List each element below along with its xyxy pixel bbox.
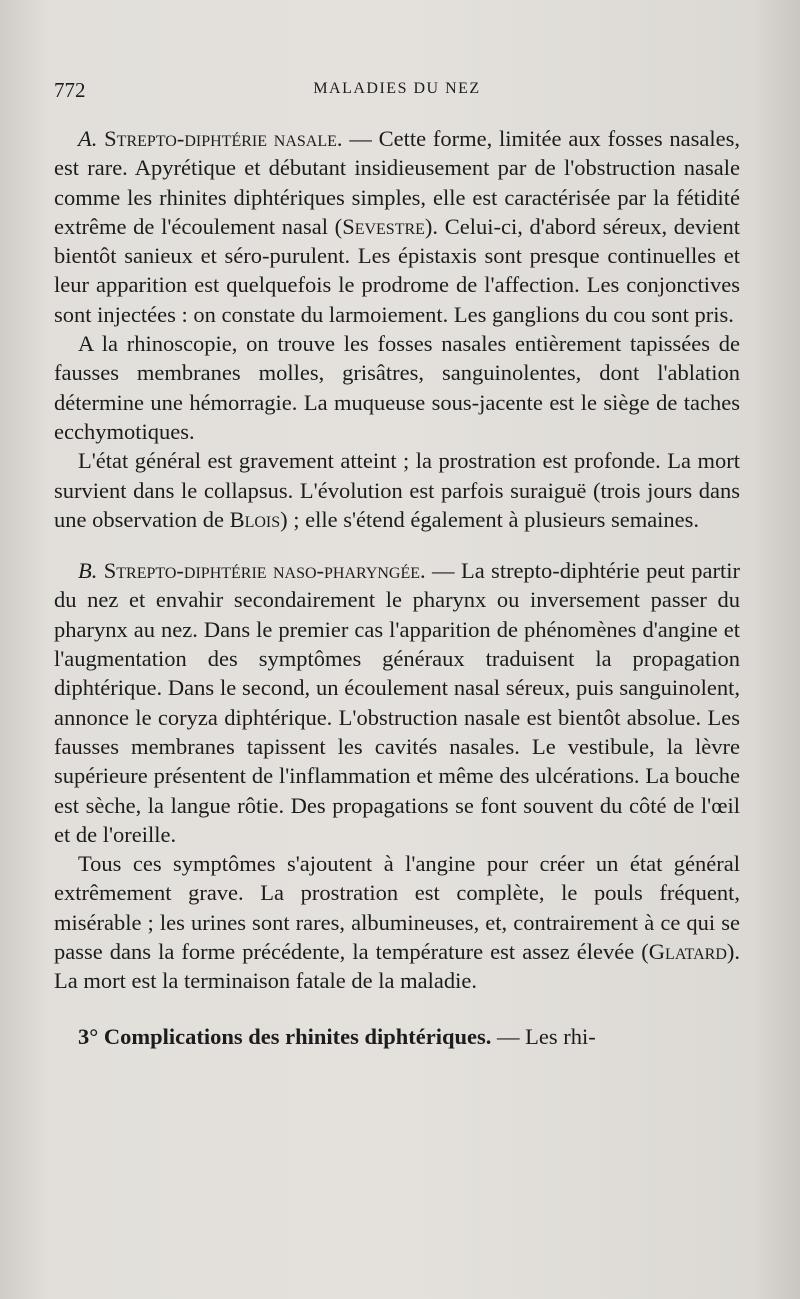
paragraph-a-1 bbox=[54, 124, 740, 329]
author-sevestre: Sevestre bbox=[342, 213, 425, 239]
paragraph-a-2: A la rhinoscopie, on trouve les fosses nasales entièrement tapissées de fausses membranes molles, grisâtres, sanguinolentes, dont l'ablation détermine une hémorragie. La muqueuse sous-jacente est le siège de taches ecchymotiques. bbox=[54, 331, 740, 444]
author-glatard: Glatard bbox=[648, 939, 727, 965]
paragraph-b-1 bbox=[54, 556, 740, 849]
paragraph-a-3-text-1: L'état général est gravement atteint ; la prostration est profonde. La mort survient dans le collapsus. L'évolution est parfois suraiguë (trois jours dans une observation de bbox=[54, 448, 740, 532]
page-number: 772 bbox=[54, 78, 86, 102]
body-text bbox=[54, 124, 740, 1051]
page-header bbox=[54, 78, 740, 102]
paragraph-b-2-text-2: ). La mort est la terminaison fatale de la maladie. bbox=[54, 939, 740, 994]
paragraph-b-2 bbox=[54, 849, 740, 995]
section-b-letter: B. bbox=[78, 558, 98, 584]
author-blois: Blois bbox=[229, 506, 281, 532]
paragraph-a-1-text-1: — Cette forme, limitée aux fosses nasales, est rare. Apyrétique et débutant insidieusement par de l'obstruction nasale comme les rhinites diphtériques simples, elle est caractérisée par la fétidité extrême de l'écoulement nasal ( bbox=[54, 126, 740, 239]
section-3-number: 3° bbox=[78, 1023, 99, 1049]
paragraph-b-2-text-1: Tous ces symptômes s'ajoutent à l'angine pour créer un état général extrêmement grave. La prostration est complète, le pouls fréquent, misérable ; les urines sont rares, albumineuses, et, contrairement à ce qui se passe dans la forme précédente, la température est assez élevée ( bbox=[54, 851, 740, 965]
section-3-heading bbox=[54, 1022, 740, 1051]
paragraph-b-1-text: — La strepto-diphtérie peut partir du nez et envahir secondairement le pharynx ou inversement passer du pharynx au nez. Dans le premier cas l'apparition de phénomènes d'angine et l'augmentation des symptômes généraux traduisent la propagation diphtérique. Dans le second, un écoulement nasal séreux, puis sanguinolent, annonce le coryza diphtérique. L'obstruction nasale est bientôt absolue. Les fausses membranes tapissent les cavités nasales. Le vestibule, la lèvre supérieure présentent de l'inflammation et même des ulcérations. La bouche est sèche, la langue rôtie. Des propagations se font souvent du côté de l'œil et de l'oreille. bbox=[54, 558, 740, 847]
section-b-title: Strepto-diphtérie naso-pharyngée. bbox=[103, 558, 426, 584]
paragraph-a-1-text-2: ). Celui-ci, d'abord séreux, devient bientôt sanieux et séro-purulent. Les épistaxis sont presque continuelles et leur apparition est quelquefois le prodrome de l'affection. Les conjonctives sont injectées : on constate du larmoiement. Les ganglions du cou sont pris. bbox=[54, 213, 741, 327]
paragraph-a-3-text-2: ) ; elle s'étend également à plusieurs semaines. bbox=[280, 506, 700, 532]
paragraph-a-3 bbox=[54, 446, 740, 534]
section-a-title: Strepto-diphtérie nasale. bbox=[104, 126, 343, 151]
section-3-title: Complications des rhinites diphtériques. bbox=[103, 1023, 492, 1049]
section-3-text: — Les rhi- bbox=[491, 1023, 596, 1049]
running-title: MALADIES DU NEZ bbox=[313, 80, 481, 97]
section-a-letter: A. bbox=[78, 126, 98, 151]
